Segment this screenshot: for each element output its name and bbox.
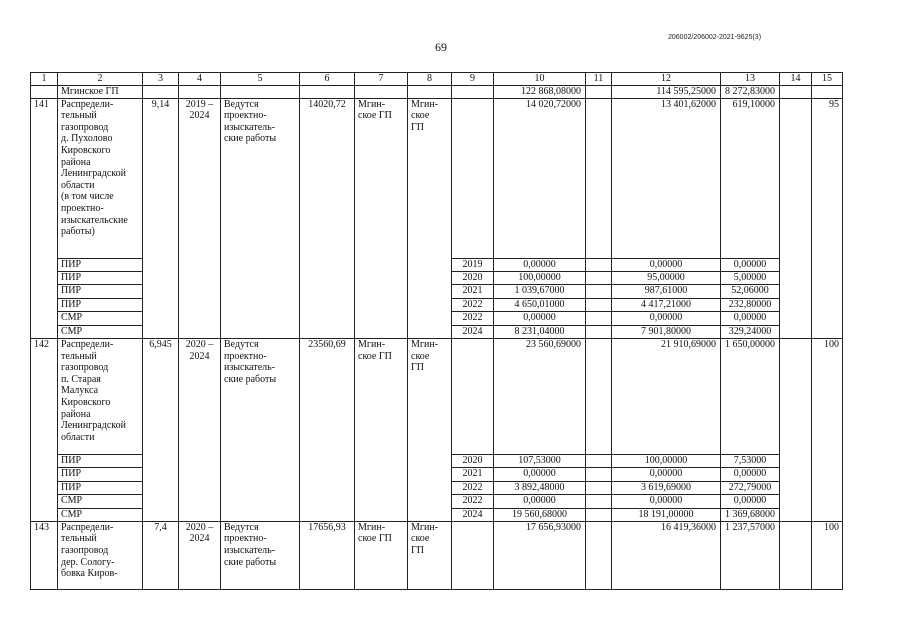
column-header: 5 — [221, 73, 300, 86]
owner: Мгин- ское ГП — [408, 338, 452, 521]
total-amount: 8 231,04000 — [494, 325, 586, 338]
regional-budget-amount: 18 191,00000 — [612, 508, 721, 521]
object-row — [31, 98, 843, 258]
document-code: 206002/206002-2021-9625(3) — [668, 34, 762, 41]
empty-cell — [586, 312, 612, 325]
customer: Мгин- ское ГП — [355, 521, 408, 589]
empty-cell — [586, 481, 612, 494]
local-budget-amount: 5,00000 — [721, 271, 780, 284]
object-name: Распредели- тельный газопровод дер. Сологу- бовка Киров- — [58, 521, 143, 589]
empty-cell — [586, 521, 612, 589]
regional-budget-amount: 0,00000 — [612, 258, 721, 271]
regional-budget-amount: 7 901,80000 — [612, 325, 721, 338]
length-km: 6,945 — [143, 338, 179, 521]
column-header: 10 — [494, 73, 586, 86]
work-type: СМР — [58, 495, 143, 508]
regional-budget-amount: 95,00000 — [612, 271, 721, 284]
column-header: 1 — [31, 73, 58, 86]
regional-budget-amount: 21 910,69000 — [612, 338, 721, 454]
row-number: 142 — [31, 338, 58, 521]
customer: Мгин- ское ГП — [355, 98, 408, 338]
period: 2020 – 2024 — [179, 521, 221, 589]
local-budget-amount: 7,53000 — [721, 454, 780, 467]
local-budget-amount: 52,06000 — [721, 285, 780, 298]
stage-year: 2024 — [452, 325, 494, 338]
municipality-total-row — [31, 86, 843, 99]
local-budget-amount: 0,00000 — [721, 258, 780, 271]
period: 2019 – 2024 — [179, 98, 221, 338]
empty-cell — [586, 495, 612, 508]
regional-budget-amount: 987,61000 — [612, 285, 721, 298]
regional-budget-amount: 16 419,36000 — [612, 521, 721, 589]
object-row — [31, 338, 843, 454]
work-type: ПИР — [58, 454, 143, 467]
column-header: 11 — [586, 73, 612, 86]
local-budget-amount: 232,80000 — [721, 298, 780, 311]
column-header: 12 — [612, 73, 721, 86]
year-cell — [452, 521, 494, 589]
total-amount: 100,00000 — [494, 271, 586, 284]
year-cell — [452, 98, 494, 258]
empty-cell — [586, 454, 612, 467]
readiness-percent: 100 — [812, 521, 843, 589]
municipality-name: Мгинское ГП — [58, 86, 143, 99]
program-table — [30, 72, 843, 590]
work-type: ПИР — [58, 285, 143, 298]
work-type: СМР — [58, 312, 143, 325]
empty-cell — [586, 325, 612, 338]
work-type: ПИР — [58, 298, 143, 311]
stage-year: 2022 — [452, 495, 494, 508]
column-header: 9 — [452, 73, 494, 86]
empty-cell — [586, 258, 612, 271]
readiness-percent: 100 — [812, 338, 843, 521]
empty-cell — [586, 508, 612, 521]
local-budget-amount: 0,00000 — [721, 468, 780, 481]
regional-budget-amount: 13 401,62000 — [612, 98, 721, 258]
cost: 17656,93 — [300, 521, 355, 589]
total-amount: 14 020,72000 — [494, 98, 586, 258]
status: Ведутся проектно- изыскатель- ские работы — [221, 338, 300, 521]
stage-year: 2020 — [452, 271, 494, 284]
status: Ведутся проектно- изыскатель- ские работы — [221, 98, 300, 338]
work-type: ПИР — [58, 258, 143, 271]
work-type: СМР — [58, 325, 143, 338]
total-amount: 107,53000 — [494, 454, 586, 467]
local-budget-amount: 272,79000 — [721, 481, 780, 494]
regional-budget-amount: 0,00000 — [612, 468, 721, 481]
column-header: 7 — [355, 73, 408, 86]
length-km: 9,14 — [143, 98, 179, 338]
local-budget-amount: 1 369,68000 — [721, 508, 780, 521]
stage-year: 2021 — [452, 285, 494, 298]
period: 2020 – 2024 — [179, 338, 221, 521]
local-budget-amount: 0,00000 — [721, 495, 780, 508]
total-amount: 0,00000 — [494, 312, 586, 325]
regional-budget-amount: 0,00000 — [612, 495, 721, 508]
column-header: 8 — [408, 73, 452, 86]
empty-cell — [586, 98, 612, 258]
stage-year: 2021 — [452, 468, 494, 481]
total-amount: 3 892,48000 — [494, 481, 586, 494]
length-km: 7,4 — [143, 521, 179, 589]
empty-cell — [780, 98, 812, 338]
column-header: 4 — [179, 73, 221, 86]
object-row — [31, 521, 843, 589]
regional-budget-amount: 0,00000 — [612, 312, 721, 325]
empty-cell — [780, 521, 812, 589]
cost: 14020,72 — [300, 98, 355, 338]
empty-cell — [586, 298, 612, 311]
work-type: ПИР — [58, 468, 143, 481]
column-header: 3 — [143, 73, 179, 86]
stage-year: 2020 — [452, 454, 494, 467]
empty-cell — [586, 271, 612, 284]
total-amount: 0,00000 — [494, 468, 586, 481]
empty-cell — [586, 285, 612, 298]
owner: Мгин- ское ГП — [408, 521, 452, 589]
local-budget-amount: 329,24000 — [721, 325, 780, 338]
regional-budget-amount: 100,00000 — [612, 454, 721, 467]
total-amount: 122 868,08000 — [494, 86, 586, 99]
total-amount: 19 560,68000 — [494, 508, 586, 521]
customer: Мгин- ское ГП — [355, 338, 408, 521]
year-cell — [452, 338, 494, 454]
column-header: 13 — [721, 73, 780, 86]
empty-cell — [780, 338, 812, 521]
work-type: СМР — [58, 508, 143, 521]
empty-cell — [586, 468, 612, 481]
column-header: 6 — [300, 73, 355, 86]
cost: 23560,69 — [300, 338, 355, 521]
local-budget-amount: 0,00000 — [721, 312, 780, 325]
object-name: Распредели- тельный газопровод п. Старая Малукса Кировского района Ленинградской области — [58, 338, 143, 454]
row-number: 141 — [31, 98, 58, 338]
regional-budget-amount: 114 595,25000 — [612, 86, 721, 99]
total-amount: 1 039,67000 — [494, 285, 586, 298]
status: Ведутся проектно- изыскатель- ские работы — [221, 521, 300, 589]
owner: Мгин- ское ГП — [408, 98, 452, 338]
stage-year: 2022 — [452, 298, 494, 311]
column-header: 14 — [780, 73, 812, 86]
local-budget-amount: 1 237,57000 — [721, 521, 780, 589]
column-number-row — [31, 73, 843, 86]
empty-cell — [586, 338, 612, 454]
work-type: ПИР — [58, 271, 143, 284]
local-budget-amount: 8 272,83000 — [721, 86, 780, 99]
stage-year: 2024 — [452, 508, 494, 521]
object-name: Распредели- тельный газопровод д. Пухолово Кировского района Ленинградской области (в том числе проектно- изыскательские работы) — [58, 98, 143, 258]
stage-year: 2022 — [452, 481, 494, 494]
total-amount: 23 560,69000 — [494, 338, 586, 454]
local-budget-amount: 619,10000 — [721, 98, 780, 258]
column-header: 2 — [58, 73, 143, 86]
work-type: ПИР — [58, 481, 143, 494]
total-amount: 4 650,01000 — [494, 298, 586, 311]
regional-budget-amount: 3 619,69000 — [612, 481, 721, 494]
row-number: 143 — [31, 521, 58, 589]
page-number: 69 — [435, 40, 447, 54]
column-header: 15 — [812, 73, 843, 86]
stage-year: 2019 — [452, 258, 494, 271]
total-amount: 0,00000 — [494, 258, 586, 271]
total-amount: 17 656,93000 — [494, 521, 586, 589]
readiness-percent: 95 — [812, 98, 843, 338]
regional-budget-amount: 4 417,21000 — [612, 298, 721, 311]
stage-year: 2022 — [452, 312, 494, 325]
local-budget-amount: 1 650,00000 — [721, 338, 780, 454]
total-amount: 0,00000 — [494, 495, 586, 508]
